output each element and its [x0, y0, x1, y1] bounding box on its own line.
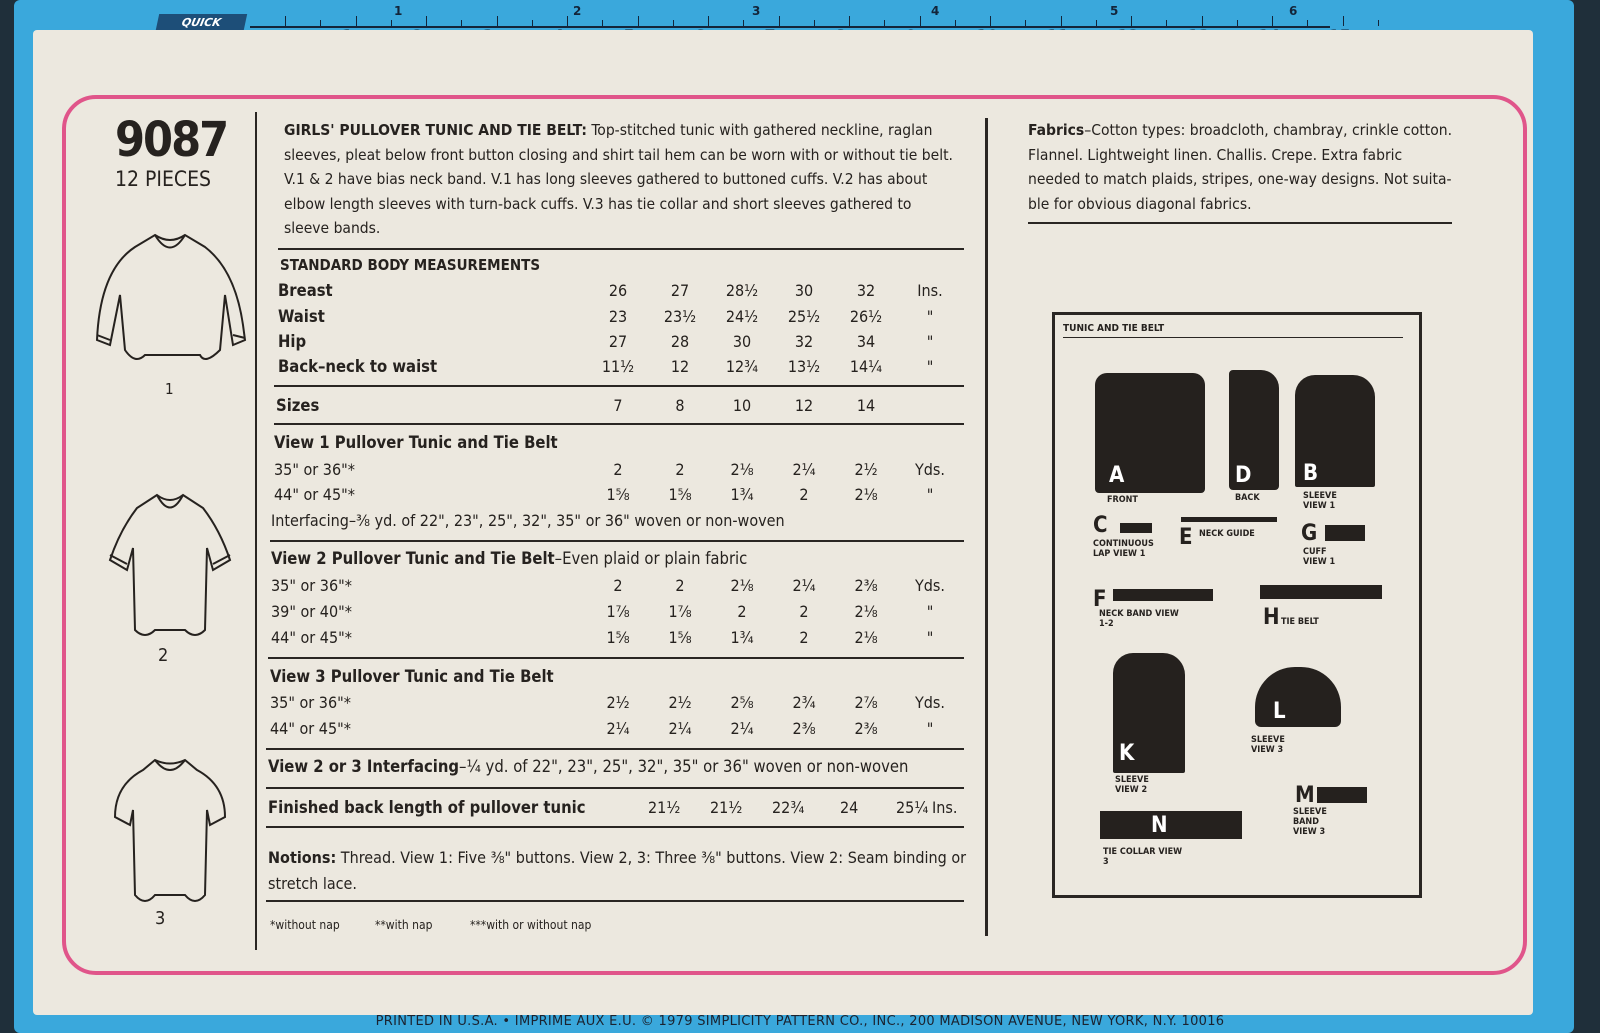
piece-g-cuff: [1325, 525, 1365, 541]
ruler-tick: [743, 20, 744, 26]
pattern-pieces-layout: TUNIC AND TIE BELT A FRONT D BACK B SLEEVE VIEW 1 C CONTINUOUS LAP VIEW 1 E NECK GUIDE G CUFF VIEW 1 F NECK BAND VIEW 1-2 H TIE BELT K SLEEVE VIEW 2 L SLEEVE VIEW 3 M SLEEVE BAND VIEW 3 N TIE COLLAR VIEW 3: [1052, 312, 1422, 898]
measurements-heading: STANDARD BODY MEASUREMENTS: [280, 256, 541, 274]
view1-heading: View 1 Pullover Tunic and Tie Belt: [274, 433, 558, 452]
view23-interfacing: View 2 or 3 Interfacing–¼ yd. of 22", 23", 25", 32", 35" or 36" woven or non-woven: [268, 757, 909, 776]
footnote: ***with or without nap: [470, 918, 592, 932]
ruler-tick: [391, 20, 392, 26]
view1-number: 1: [165, 380, 174, 398]
piece-f-neck-band: [1113, 589, 1213, 601]
ruler-inch-label: 4: [931, 4, 940, 18]
ruler-tick: [461, 20, 462, 26]
divider: [266, 748, 964, 750]
ruler-tick: [990, 16, 991, 26]
ruler-tick: [602, 20, 603, 26]
ruler-inch-label: 6: [1289, 4, 1298, 18]
view3-number: 3: [155, 908, 166, 929]
divider: [274, 423, 964, 425]
ruler-tick: [285, 16, 286, 26]
ruler-inch-label: 1: [394, 4, 403, 18]
piece-l-sleeve: [1255, 667, 1341, 727]
piece-n-tie-collar: [1100, 811, 1242, 839]
description-title: GIRLS' PULLOVER TUNIC AND TIE BELT:: [284, 121, 587, 139]
ruler-tick: [1378, 20, 1379, 26]
ruler-tick: [1272, 16, 1273, 26]
printed-footer: PRINTED IN U.S.A. • IMPRIME AUX E.U. © 1979 SIMPLICITY PATTERN CO., INC., 200 MADISON AVENUE, NEW YORK, N.Y. 10016: [375, 1014, 1225, 1029]
view-sketches: [85, 225, 255, 945]
ruler-tick: [567, 16, 568, 26]
ruler-tick: [673, 20, 674, 26]
view1-sketch-icon: [97, 235, 245, 359]
divider: [1063, 337, 1403, 338]
divider: [278, 248, 964, 250]
footnote: **with nap: [375, 918, 433, 932]
view2-sketch-icon: [110, 495, 230, 635]
ruler-tick: [1131, 16, 1132, 26]
ruler-tick: [814, 20, 815, 26]
view2-number: 2: [158, 645, 169, 666]
quick-measure-label: QUICK: [153, 14, 247, 44]
view3-heading: View 3 Pullover Tunic and Tie Belt: [270, 667, 554, 686]
piece-e-neck-guide: [1181, 517, 1277, 522]
view1-interfacing: Interfacing–⅜ yd. of 22", 23", 25", 32", 35" or 36" woven or non-woven: [271, 511, 785, 530]
ruler-tick: [1166, 20, 1167, 26]
piece-h-tie-belt: [1260, 585, 1382, 599]
ruler-tick: [708, 16, 709, 26]
view2-heading: View 2 Pullover Tunic and Tie Belt–Even plaid or plain fabric: [271, 549, 748, 568]
piece-c-lap: [1120, 523, 1152, 533]
piece-m-sleeve-band: [1317, 787, 1367, 803]
layout-title: TUNIC AND TIE BELT: [1063, 323, 1165, 334]
left-divider: [255, 112, 257, 950]
ruler-tick: [779, 16, 780, 26]
pieces-count: 12 PIECES: [115, 167, 212, 191]
ruler-tick: [356, 16, 357, 26]
ruler-tick: [955, 20, 956, 26]
ruler-inch-label: 3: [752, 4, 761, 18]
ruler-tick: [1343, 16, 1344, 26]
fabrics-text: Fabrics–Cotton types: broadcloth, chambray, crinkle cotton. Flannel. Lightweight linen. Challis. Crepe. Extra fabric needed to match plaids, stripes, one-way designs. Not suita- ble for obvious diagonal fabrics.: [1028, 121, 1453, 213]
center-divider: [985, 118, 988, 936]
ruler-tick: [849, 16, 850, 26]
ruler-tick: [320, 20, 321, 26]
notions: Notions: Thread. View 1: Five ⅜" buttons. View 2, 3: Three ⅜" buttons. View 2: Seam binding or stretch lace.: [268, 848, 967, 893]
divider: [270, 540, 964, 542]
ruler-tick: [638, 16, 639, 26]
divider: [1028, 222, 1452, 224]
ruler-tick: [426, 16, 427, 26]
view3-sketch-icon: [115, 760, 225, 901]
divider: [266, 787, 964, 789]
divider: [274, 385, 964, 387]
pattern-number: 9087: [115, 112, 228, 168]
ruler-tick: [1202, 16, 1203, 26]
ruler-inch-label: 2: [573, 4, 582, 18]
divider: [268, 657, 964, 659]
description: GIRLS' PULLOVER TUNIC AND TIE BELT: Top-stitched tunic with gathered neckline, raglan sleeves, pleat below front button closing and shirt tail hem can be worn with or without tie belt. V.1 & 2 have bias neck band. V.1 has long sleeves gathered to buttoned cuffs. V.2 has about elbow length sleeves with turn-back cuffs. V.3 has tie collar and short sleeves gathered to sleeve bands.: [284, 121, 953, 237]
divider: [266, 900, 964, 902]
divider: [266, 826, 964, 828]
ruler-tick: [532, 20, 533, 26]
ruler-tick: [497, 16, 498, 26]
ruler-tick: [1061, 16, 1062, 26]
ruler-tick: [1025, 20, 1026, 26]
ruler-tick: [884, 20, 885, 26]
footnote: *without nap: [270, 918, 340, 932]
ruler-inch-label: 5: [1110, 4, 1119, 18]
ruler-tick: [1096, 20, 1097, 26]
ruler-tick: [1237, 20, 1238, 26]
ruler-tick: [1307, 20, 1308, 26]
ruler-tick: [920, 16, 921, 26]
